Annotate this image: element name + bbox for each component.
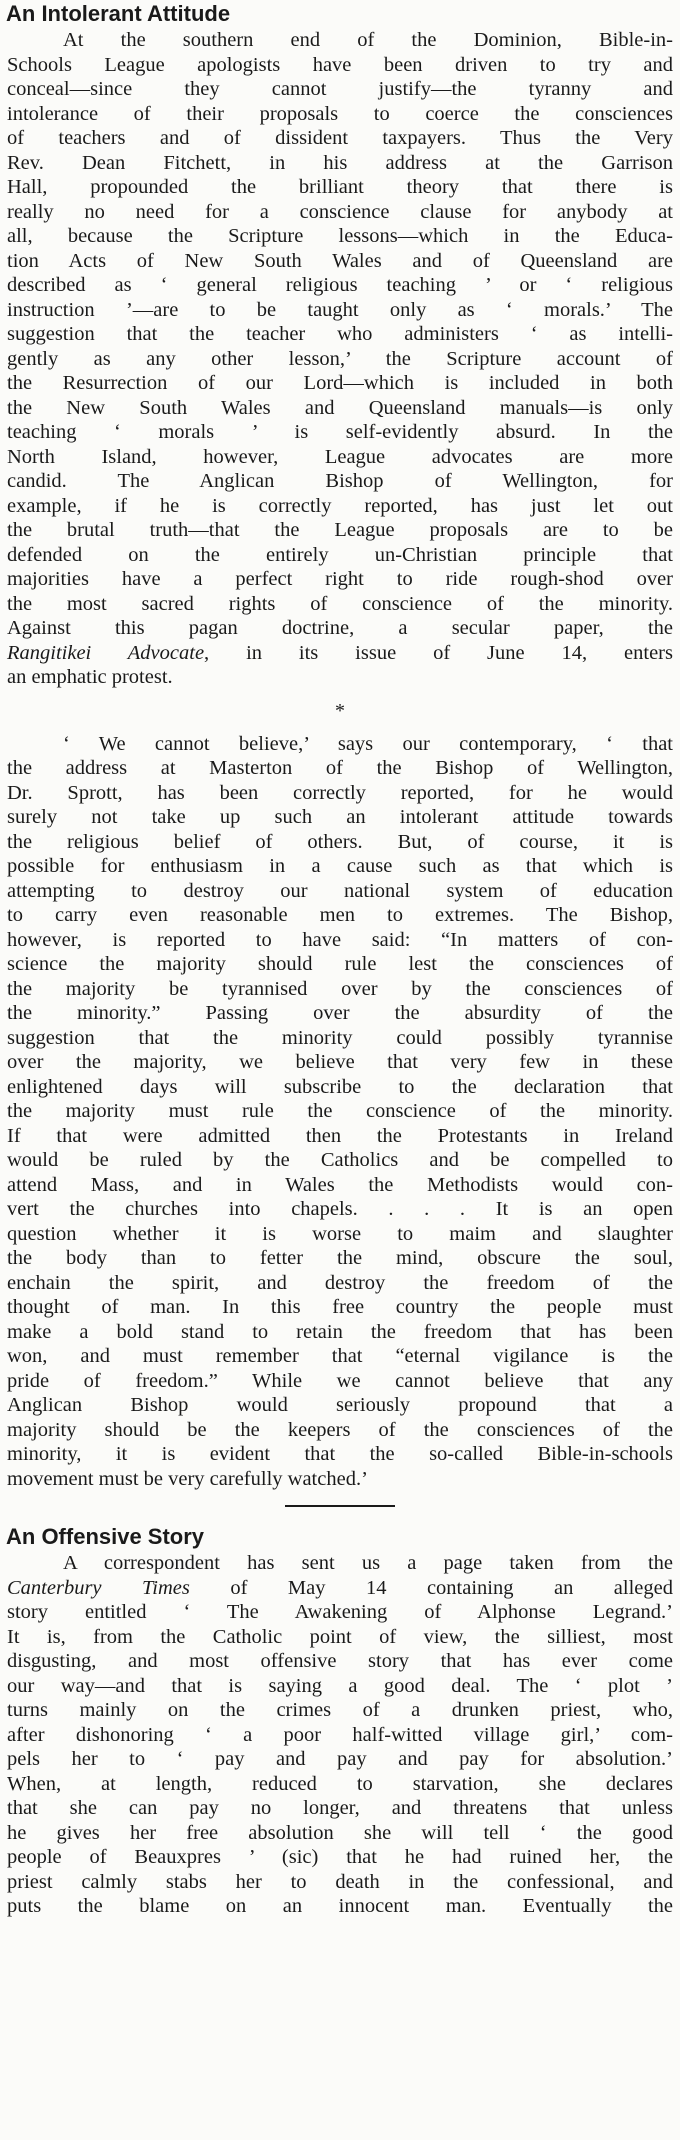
text-line: puts the blame on an innocent man. Eventually the — [7, 1895, 673, 1917]
text-line: tion Acts of New South Wales and of Queensland are — [7, 249, 673, 272]
text-line: teaching ‘ morals ’ is self-evidently absurd. In the — [7, 421, 673, 443]
text-line: after dishonoring ‘ a poor half-witted village girl,’ com- — [7, 1723, 673, 1746]
section-heading-intolerant-attitude: An Intolerant Attitude — [6, 1, 231, 26]
text-line: our way—and that is saying a good deal. The ‘ plot ’ — [7, 1674, 673, 1697]
text-line: story entitled ‘ The Awakening of Alphonse Legrand.’ — [7, 1601, 673, 1623]
text-line: gently as any other lesson,’ the Scripture account of — [7, 347, 673, 370]
text-line: an emphatic protest. — [7, 666, 173, 688]
text-line: pels her to ‘ pay and pay and pay for absolution.’ — [7, 1748, 673, 1770]
text-line: candid. The Anglican Bishop of Wellington, for — [7, 470, 673, 492]
text-line: instruction ’—are to be taught only as ‘ morals.’ The — [7, 298, 673, 321]
text-line: ‘ We cannot believe,’ says our contemporary, ‘ that — [63, 732, 673, 755]
text-line: defended on the entirely un-Christian principle that — [7, 543, 673, 566]
text-line: turns mainly on the crimes of a drunken priest, who, — [7, 1699, 673, 1721]
text-line: the New South Wales and Queensland manuals—is only — [7, 396, 673, 419]
text-line: Schools League apologists have been driven to try and — [7, 53, 673, 76]
text-line: he gives her free absolution she will tell ‘ the good — [7, 1821, 673, 1844]
section1-body — [0, 28, 680, 690]
text-line: question whether it is worse to maim and slaughter — [7, 1222, 673, 1245]
text-line: thought of man. In this free country the people must — [7, 1296, 673, 1318]
text-line: conceal—since they cannot justify—the tyranny and — [7, 78, 673, 100]
text-line: Canterbury Times of May 14 containing an alleged — [7, 1576, 673, 1599]
text-line: priest calmly stabs her to death in the confessional, and — [7, 1870, 673, 1893]
section3-body — [0, 1551, 680, 1919]
text-line: enchain the spirit, and destroy the freedom of the — [7, 1271, 673, 1294]
text-line: example, if he is correctly reported, has just let out — [7, 494, 673, 517]
text-line: would be ruled by the Catholics and be compelled to — [7, 1149, 673, 1171]
text-line: Anglican Bishop would seriously propound that a — [7, 1394, 673, 1416]
text-line: that she can pay no longer, and threatens that unless — [7, 1797, 673, 1819]
text-line: to carry even reasonable men to extremes. The Bishop, — [7, 904, 673, 926]
text-line: majority should be the keepers of the consciences of the — [7, 1418, 673, 1441]
newspaper-title: Canterbury Times — [7, 1576, 190, 1599]
text-line: It is, from the Catholic point of view, the silliest, most — [7, 1625, 673, 1648]
text-line: the address at Masterton of the Bishop of Wellington, — [7, 757, 673, 779]
text-line: Hall, propounded the brilliant theory that there is — [7, 176, 673, 198]
text-line: of teachers and of dissident taxpayers. Thus the Very — [7, 127, 673, 149]
text-line: science the majority should rule lest the consciences of — [7, 953, 673, 975]
text-line: Rangitikei Advocate, in its issue of June 14, enters — [7, 641, 673, 664]
text-line: Against this pagan doctrine, a secular paper, the — [7, 617, 673, 639]
text-line: intolerance of their proposals to coerce the consciences — [7, 102, 673, 125]
text-line: A correspondent has sent us a page taken from the — [63, 1552, 673, 1574]
text-line: movement must be very carefully watched.’ — [7, 1467, 368, 1490]
text-line: If that were admitted then the Protestants in Ireland — [7, 1124, 673, 1147]
text-line: possible for enthusiasm in a cause such as that which is — [7, 855, 673, 877]
text-line: make a bold stand to retain the freedom that has been — [7, 1320, 673, 1343]
text-line: At the southern end of the Dominion, Bible-in- — [63, 29, 673, 51]
text-line: people of Beauxpres ’ (sic) that he had ruined her, the — [7, 1846, 673, 1868]
text-line: however, is reported to have said: “In matters of con- — [7, 928, 673, 951]
text-line: disgusting, and most offensive story that has ever come — [7, 1650, 673, 1672]
text-line: attempting to destroy our national system of education — [7, 879, 673, 902]
text-line: Rev. Dean Fitchett, in his address at the Garrison — [7, 151, 673, 174]
text-line: majorities have a perfect right to ride rough-shod over — [7, 568, 673, 590]
text-line: suggestion that the minority could possibly tyrannise — [7, 1026, 673, 1049]
text-line: attend Mass, and in Wales the Methodists would con- — [7, 1173, 673, 1196]
text-line: surely not take up such an intolerant attitude towards — [7, 806, 673, 828]
section-separator-star: * — [335, 699, 345, 722]
text-line: won, and must remember that “eternal vigilance is the — [7, 1345, 673, 1367]
text-line: the minority.” Passing over the absurdity of the — [7, 1002, 673, 1024]
text-line: the most sacred rights of conscience of the minority. — [7, 592, 673, 615]
text-line: pride of freedom.” While we cannot believe that any — [7, 1369, 673, 1392]
text-line: the brutal truth—that the League proposals are to be — [7, 519, 673, 541]
newspaper-title: Rangitikei Advocate — [7, 641, 205, 664]
text-line: Dr. Sprott, has been correctly reported, for he would — [7, 781, 673, 804]
text-line: When, at length, reduced to starvation, she declares — [7, 1772, 673, 1795]
text-line: suggestion that the teacher who administers ‘ as intelli- — [7, 323, 673, 345]
section-heading-offensive-story: An Offensive Story — [6, 1524, 205, 1549]
text-line: the majority must rule the conscience of the minority. — [7, 1100, 673, 1122]
text-line: vert the churches into chapels. . . . It is an open — [7, 1198, 673, 1220]
text-line: the Resurrection of our Lord—which is included in both — [7, 372, 673, 394]
text-line: all, because the Scripture lessons—which in the Educa- — [7, 225, 673, 247]
text-line: really no need for a conscience clause for anybody at — [7, 200, 673, 223]
text-line: minority, it is evident that the so-called Bible-in-schools — [7, 1443, 673, 1465]
section2-body — [0, 732, 680, 1492]
section-divider-rule — [285, 1505, 395, 1507]
text-line: over the majority, we believe that very few in these — [7, 1051, 673, 1073]
text-line: the majority be tyrannised over by the consciences of — [7, 977, 673, 1000]
text-line: enlightened days will subscribe to the declaration that — [7, 1075, 673, 1098]
text-line: described as ‘ general religious teaching ’ or ‘ religious — [7, 274, 673, 296]
text-line: the religious belief of others. But, of course, it is — [7, 830, 673, 853]
text-line: North Island, however, League advocates are more — [7, 445, 673, 468]
text-line: the body than to fetter the mind, obscure the soul, — [7, 1247, 673, 1269]
